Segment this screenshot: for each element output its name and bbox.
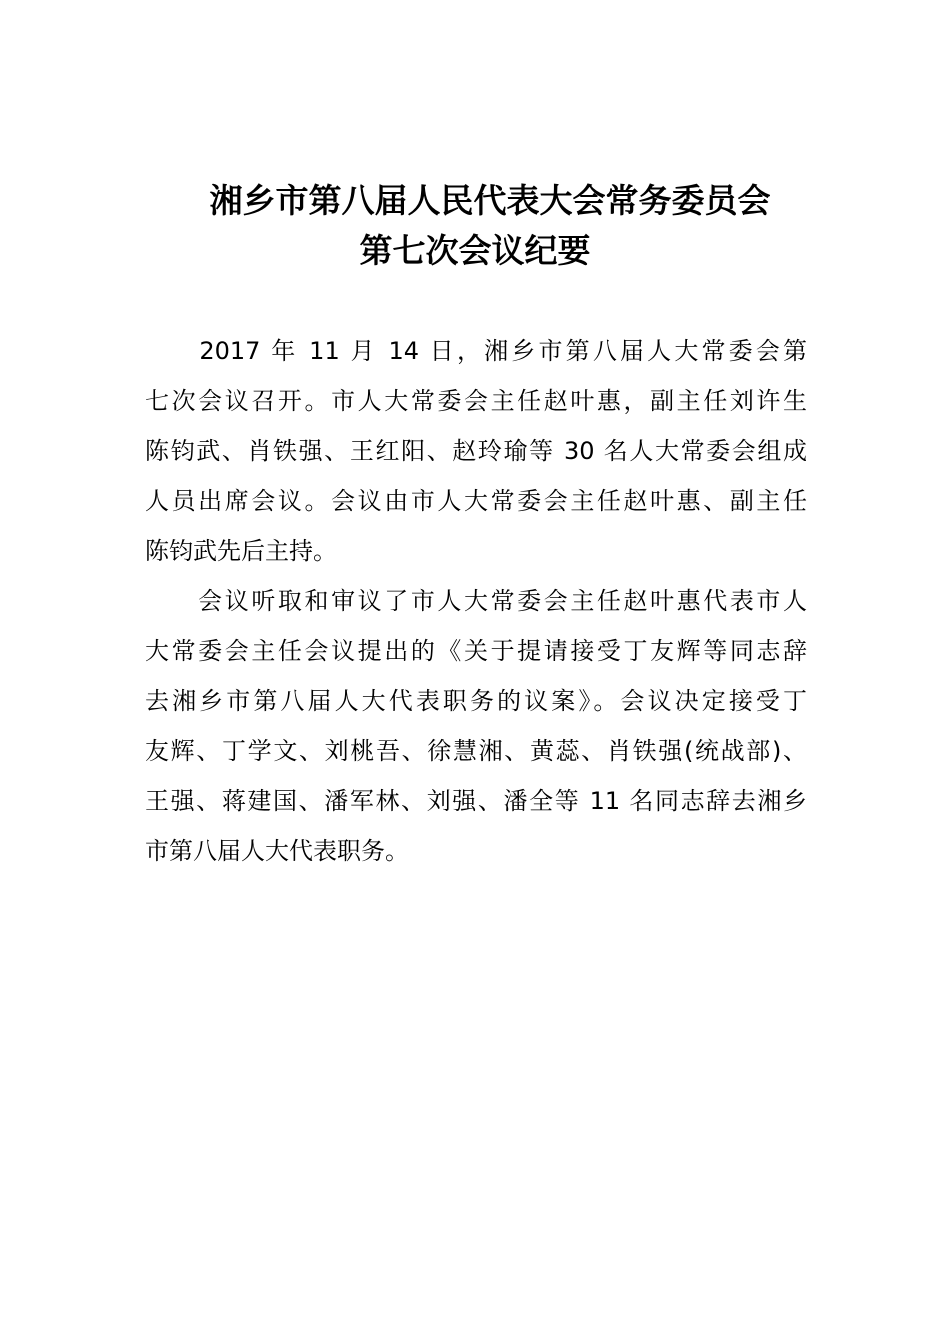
- paragraph-2: [145, 576, 807, 876]
- paragraph-2-line: 去湘乡市第八届人大代表职务的议案》。会议决定接受丁: [145, 687, 807, 715]
- paragraph-2-line: 王强、蒋建国、潘军林、刘强、潘全等 11 名同志辞去湘乡: [145, 787, 807, 815]
- paragraph-1-line: 七次会议召开。市人大常委会主任赵叶惠，副主任刘许生: [145, 387, 807, 415]
- paragraph-2-line: 市第八届人大代表职务。: [145, 837, 409, 865]
- paragraph-2-line: 会议听取和审议了市人大常委会主任赵叶惠代表市人: [145, 587, 807, 615]
- paragraph-1: [145, 326, 807, 576]
- paragraph-1-line: 人员出席会议。会议由市人大常委会主任赵叶惠、副主任: [145, 487, 807, 515]
- paragraph-1-line: 陈钧武先后主持。: [145, 537, 337, 565]
- document-title-line-1: 湘乡市第八届人民代表大会常务委员会: [209, 181, 771, 220]
- paragraph-2-line: 大常委会主任会议提出的《关于提请接受丁友辉等同志辞: [145, 637, 807, 665]
- paragraph-1-line: 陈钧武、肖铁强、王红阳、赵玲瑜等 30 名人大常委会组成: [145, 437, 807, 465]
- paragraph-1-line: 2017 年 11 月 14 日，湘乡市第八届人大常委会第: [145, 337, 807, 365]
- paragraph-2-line: 友辉、丁学文、刘桃吾、徐慧湘、黄蕊、肖铁强(统战部)、: [145, 737, 807, 765]
- document-title-line-2: 第七次会议纪要: [359, 231, 591, 270]
